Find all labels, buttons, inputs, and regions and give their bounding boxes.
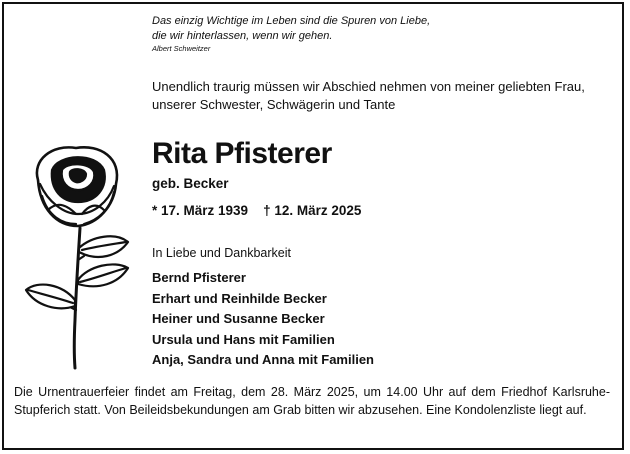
intro-line-1: Unendlich traurig müssen wir Abschied nehmen von meiner geliebten Frau, [152,79,585,94]
mourner-item: Ursula und Hans mit Familien [152,331,335,347]
mourner-item: Bernd Pfisterer [152,270,246,285]
intro-text [152,78,612,114]
quote-line-2: die wir hinterlassen, wenn wir gehen. [152,30,333,42]
mourner-item: Heiner und Susanne Becker [152,311,325,326]
quote-author: Albert Schweitzer [152,44,211,53]
mourner-item: Erhart und Reinhilde Becker [152,290,327,306]
mourner-item: Anja, Sandra und Anna mit Familien [152,352,374,367]
intro-line-2: unserer Schwester, Schwägerin und Tante [152,97,396,112]
life-dates: * 17. März 1939 † 12. März 2025 [152,203,362,218]
rose-icon [18,140,138,372]
closing-line: In Liebe und Dankbarkeit [152,246,291,260]
mourners-list [152,268,374,371]
quote-block [152,14,572,54]
maiden-name: geb. Becker [152,176,229,191]
deceased-name: Rita Pfisterer [152,137,332,170]
quote-line-1: Das einzig Wichtige im Leben sind die Spuren von Liebe, [152,15,431,27]
ceremony-details: Die Urnentrauerfeier findet am Freitag, dem 28. März 2025, um 14.00 Uhr auf dem Friedhof Karlsruhe-Stupferich statt. Von Beileidsbekundungen am Grab bitten wir abzusehen. Eine Kondolenzliste liegt auf. [14,385,610,417]
